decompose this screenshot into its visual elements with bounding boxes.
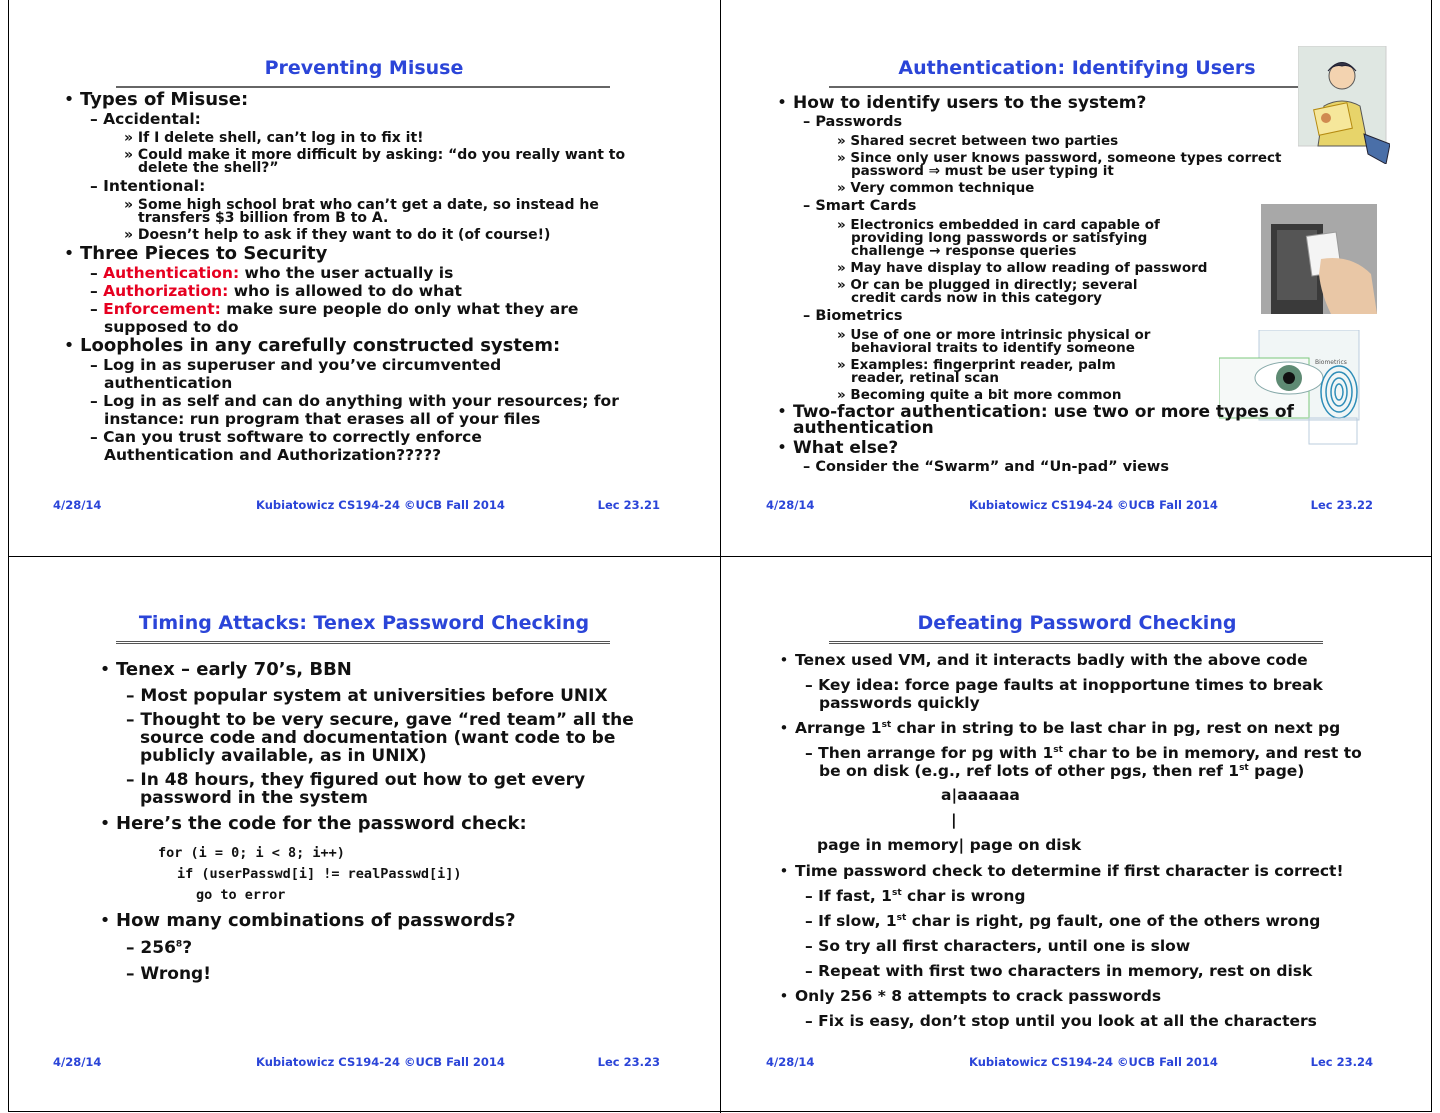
- definition: who the user actually is: [239, 264, 454, 282]
- sub-bullet: – Thought to be very secure, gave “red team” all the source code and documentation (want code to be publicly available, as in UNIX): [94, 711, 640, 765]
- page-layout-diagram: [773, 783, 1413, 858]
- slide-title: Timing Attacks: Tenex Password Checking: [138, 612, 590, 634]
- bullet: • Loopholes in any carefully constructed system:: [58, 336, 698, 356]
- footer-date: 4/28/14: [766, 1055, 815, 1069]
- sub-sub-bullet: » Electronics embedded in card capable of providing long passwords or satisfying challenge → response queries: [771, 219, 1181, 258]
- slide-body: [94, 659, 674, 984]
- sub-bullet: – Passwords: [771, 113, 1371, 131]
- footer-lecture: Lec 23.24: [1310, 1055, 1373, 1069]
- bullet: • How many combinations of passwords?: [94, 910, 674, 932]
- sub-sub-bullet: » Examples: fingerprint reader, palm reader, retinal scan: [771, 359, 1121, 385]
- footer-lecture: Lec 23.23: [597, 1055, 660, 1069]
- sub-bullet-slow: [773, 912, 1413, 930]
- bullet: • Tenex used VM, and it interacts badly with the above code: [773, 651, 1413, 669]
- term-enforcement: Enforcement:: [103, 300, 221, 318]
- sub-bullet: – In 48 hours, they figured out how to get every password in the system: [94, 771, 600, 807]
- slide-title: Defeating Password Checking: [917, 612, 1237, 634]
- sub-bullet: – Key idea: force page faults at inopportune times to break passwords quickly: [773, 676, 1339, 712]
- question-mark: ?: [182, 938, 193, 958]
- diagram-line: page in memory| page on disk: [817, 836, 1082, 854]
- footer-date: 4/28/14: [53, 498, 102, 512]
- sub-bullet: – Repeat with first two characters in memory, rest on disk: [773, 962, 1413, 980]
- footer-course: Kubiatowicz CS194-24 ©UCB Fall 2014: [256, 1055, 505, 1069]
- slide-title: Authentication: Identifying Users: [898, 57, 1256, 79]
- sub-bullet: – Can you trust software to correctly enforce Authentication and Authorization?????: [58, 428, 574, 464]
- sub-sub-bullet: » May have display to allow reading of password: [771, 262, 1371, 275]
- bullet: • What else?: [771, 439, 1371, 458]
- bullet: • Here’s the code for the password check:: [94, 813, 674, 835]
- footer-course: Kubiatowicz CS194-24 ©UCB Fall 2014: [969, 1055, 1218, 1069]
- sub-sub-bullet: » Since only user knows password, someone types correct password ⇒ must be user typing it: [771, 152, 1311, 178]
- text: char is right, pg fault, one of the others wrong: [906, 912, 1321, 930]
- text: char in string to be last char in pg, rest on next pg: [891, 719, 1341, 737]
- sub-sub-bullet: » If I delete shell, can’t log in to fix it!: [58, 132, 698, 145]
- text: Then arrange for pg with 1: [818, 744, 1054, 762]
- text: char is wrong: [901, 887, 1026, 905]
- sub-bullet: – Log in as self and can do anything with your resources; for instance: run program that erases all of your files: [58, 392, 679, 428]
- term-authentication: Authentication:: [103, 264, 240, 282]
- slide-body: [58, 90, 698, 464]
- sub-sub-bullet: » Becoming quite a bit more common: [771, 389, 1371, 402]
- sub-sub-bullet: » Doesn’t help to ask if they want to do it (of course!): [58, 229, 698, 242]
- sub-bullet-arrange: [773, 744, 1379, 780]
- diagram-line: a|aaaaaa: [941, 786, 1020, 804]
- definition: who is allowed to do what: [228, 282, 462, 300]
- slide-body: [773, 651, 1413, 1030]
- footer-date: 4/28/14: [766, 498, 815, 512]
- sub-bullet: – Smart Cards: [771, 197, 1371, 215]
- sub-sub-bullet: » Shared secret between two parties: [771, 135, 1371, 148]
- superscript: st: [1053, 744, 1063, 755]
- text: char to be in memory, and rest to be on disk (e.g., ref lots of other pgs, then ref 1: [819, 744, 1362, 780]
- slide-authentication: [721, 0, 1433, 556]
- code-line: for (i = 0; i < 8; i++): [158, 845, 345, 861]
- title-underline: [829, 86, 1323, 88]
- sub-bullet-enforcement: [58, 300, 644, 336]
- sub-bullet: – Fix is easy, don’t stop until you look at all the characters: [773, 1012, 1413, 1030]
- footer-lecture: Lec 23.21: [597, 498, 660, 512]
- slide-defeating-password-checking: [721, 557, 1433, 1113]
- code-line: go to error: [196, 887, 286, 903]
- superscript: st: [896, 912, 907, 923]
- footer-course: Kubiatowicz CS194-24 ©UCB Fall 2014: [969, 498, 1218, 512]
- slide-title: Preventing Misuse: [264, 57, 464, 79]
- diagram-line: |: [951, 811, 957, 829]
- superscript: st: [891, 887, 902, 898]
- sub-bullet: – So try all first characters, until one is slow: [773, 937, 1413, 955]
- sub-bullet: – Most popular system at universities before UNIX: [94, 687, 674, 705]
- sub-sub-bullet: » Very common technique: [771, 182, 1371, 195]
- sub-bullet: – Biometrics: [771, 307, 1371, 325]
- bullet: • Two-factor authentication: use two or more types of authentication: [771, 404, 1313, 436]
- sub-sub-bullet: » Use of one or more intrinsic physical or behavioral traits to identify someone: [771, 329, 1181, 355]
- slide-body: [771, 94, 1371, 476]
- base: 256: [140, 938, 176, 958]
- title-underline: [116, 641, 610, 644]
- text: page): [1248, 762, 1305, 780]
- sub-bullet: – Accidental:: [58, 110, 698, 128]
- bullet: • Only 256 * 8 attempts to crack passwords: [773, 987, 1413, 1005]
- bullet: • Three Pieces to Security: [58, 244, 698, 264]
- code-block: [158, 843, 674, 906]
- sub-bullet: – Consider the “Swarm” and “Un-pad” views: [771, 458, 1371, 476]
- sub-bullet: – Intentional:: [58, 177, 698, 195]
- sub-sub-bullet: » Could make it more difficult by asking: “do you really want to delete the shell?”: [58, 149, 658, 175]
- superscript: st: [1239, 762, 1249, 773]
- bullet-arrange: [773, 719, 1413, 737]
- sub-bullet-authorization: [58, 282, 698, 300]
- definition: make sure people do only what they are supposed to do: [104, 300, 579, 336]
- footer-lecture: Lec 23.22: [1310, 498, 1373, 512]
- footer-date: 4/28/14: [53, 1055, 102, 1069]
- footer-course: Kubiatowicz CS194-24 ©UCB Fall 2014: [256, 498, 505, 512]
- sub-bullet: – Log in as superuser and you’ve circumvented authentication: [58, 356, 564, 392]
- sub-bullet-authentication: [58, 264, 698, 282]
- text: If slow, 1: [818, 912, 897, 930]
- superscript: st: [881, 719, 892, 730]
- sub-bullet-fast: [773, 887, 1413, 905]
- sub-sub-bullet: » Some high school brat who can’t get a date, so instead he transfers $3 billion from B to A.: [58, 199, 658, 225]
- slide-preventing-misuse: [8, 0, 720, 556]
- title-underline: [116, 86, 610, 88]
- text: If fast, 1: [818, 887, 892, 905]
- exponent: 8: [175, 939, 183, 950]
- bullet: • Time password check to determine if first character is correct!: [773, 862, 1413, 880]
- sub-sub-bullet: » Or can be plugged in directly; several credit cards now in this category: [771, 279, 1181, 305]
- sub-bullet-256-power: [94, 938, 674, 958]
- code-line: if (userPasswd[i] != realPasswd[i]): [177, 866, 462, 882]
- title-underline: [829, 641, 1323, 644]
- term-authorization: Authorization:: [103, 282, 229, 300]
- bullet: • How to identify users to the system?: [771, 94, 1371, 113]
- sub-bullet: – Wrong!: [94, 964, 674, 984]
- bullet: • Types of Misuse:: [58, 90, 698, 110]
- slide-timing-attacks: [8, 557, 720, 1113]
- text: Arrange 1: [795, 719, 882, 737]
- bullet: • Tenex – early 70’s, BBN: [94, 659, 674, 681]
- biometrics-caption: Biometrics: [1315, 359, 1347, 366]
